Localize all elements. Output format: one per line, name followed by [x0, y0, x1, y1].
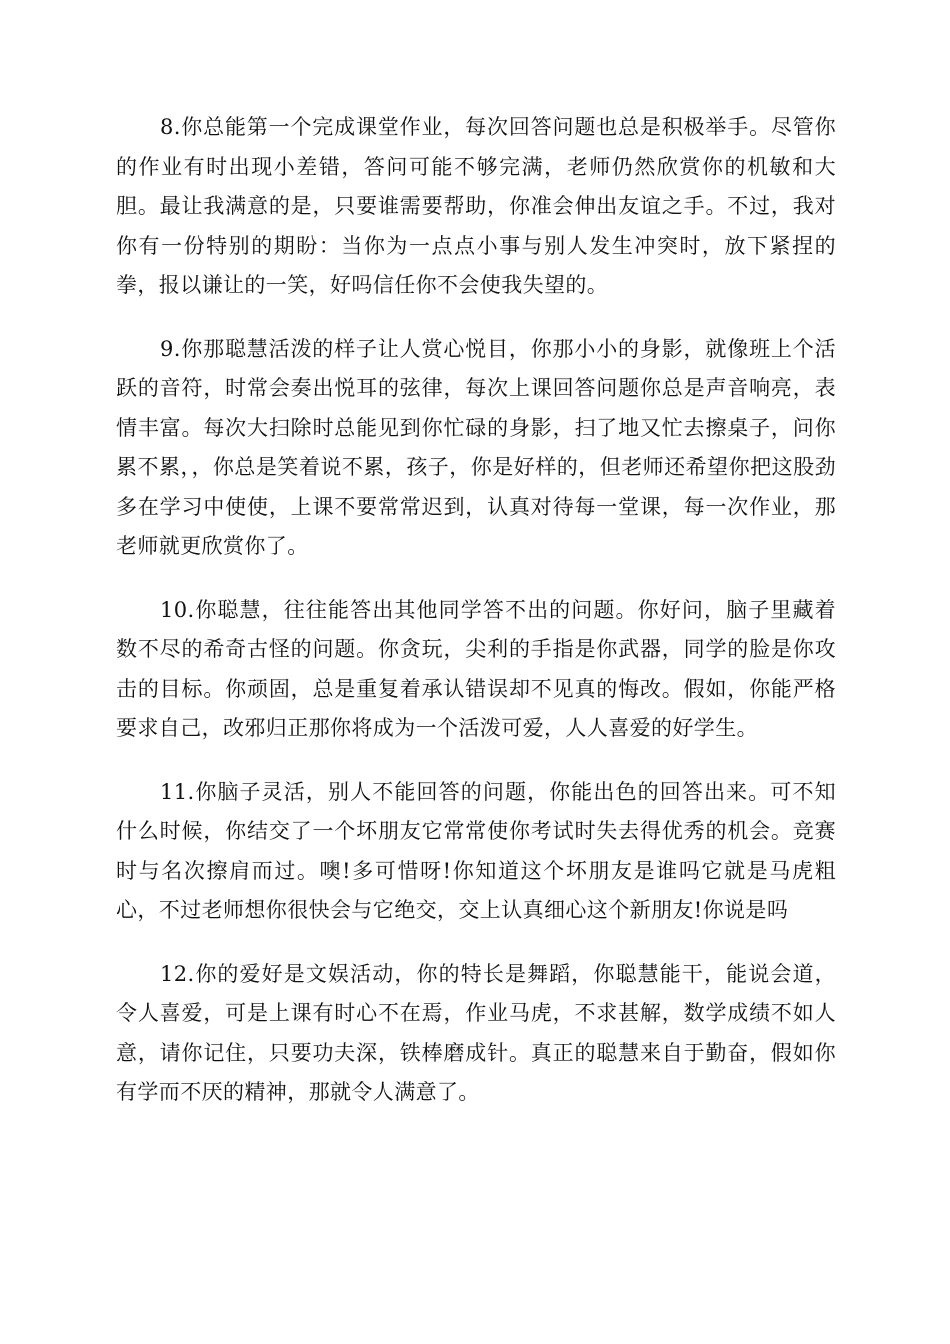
- document-page: [116, 108, 836, 1137]
- comment-paragraph-11: 11.你脑子灵活，别人不能回答的问题，你能出色的回答出来。可不知什么时候，你结交了一个坏朋友它常常使你考试时失去得优秀的机会。竞赛时与名次擦肩而过。噢!多可惜呀!你知道这个坏朋友是谁吗它就是马虎粗心，不过老师想你很快会与它绝交，交上认真细心这个新朋友!你说是吗: [116, 779, 836, 922]
- comment-paragraph-9: 9.你那聪慧活泼的样子让人赏心悦目，你那小小的身影，就像班上个活跃的音符，时常会奏出悦耳的弦律，每次上课回答问题你总是声音响亮，表情丰富。每次大扫除时总能见到你忙碌的身影，扫了地又忙去擦桌子，问你累不累，，你总是笑着说不累，孩子，你是好样的，但老师还希望你把这股劲多在学习中使使，上课不要常常迟到，认真对待每一堂课，每一次作业，那老师就更欣赏你了。: [116, 336, 836, 558]
- comment-paragraph-10: 10.你聪慧，往往能答出其他同学答不出的问题。你好问，脑子里藏着数不尽的希奇古怪的问题。你贪玩，尖利的手指是你武器，同学的脸是你攻击的目标。你顽固，总是重复着承认错误却不见真的悔改。假如，你能严格要求自己，改邪归正那你将成为一个活泼可爱，人人喜爱的好学生。: [116, 597, 836, 740]
- comment-paragraph-8: 8.你总能第一个完成课堂作业，每次回答问题也总是积极举手。尽管你的作业有时出现小差错，答问可能不够完满，老师仍然欣赏你的机敏和大胆。最让我满意的是，只要谁需要帮助，你准会伸出友谊之手。不过，我对你有一份特别的期盼：当你为一点点小事与别人发生冲突时，放下紧捏的拳，报以谦让的一笑，好吗信任你不会使我失望的。: [116, 115, 836, 297]
- comment-paragraph-12: 12.你的爱好是文娱活动，你的特长是舞蹈，你聪慧能干，能说会道，令人喜爱，可是上课有时心不在焉，作业马虎，不求甚解，数学成绩不如人意，请你记住，只要功夫深，铁棒磨成针。真正的聪慧来自于勤奋，假如你有学而不厌的精神，那就令人满意了。: [116, 961, 836, 1104]
